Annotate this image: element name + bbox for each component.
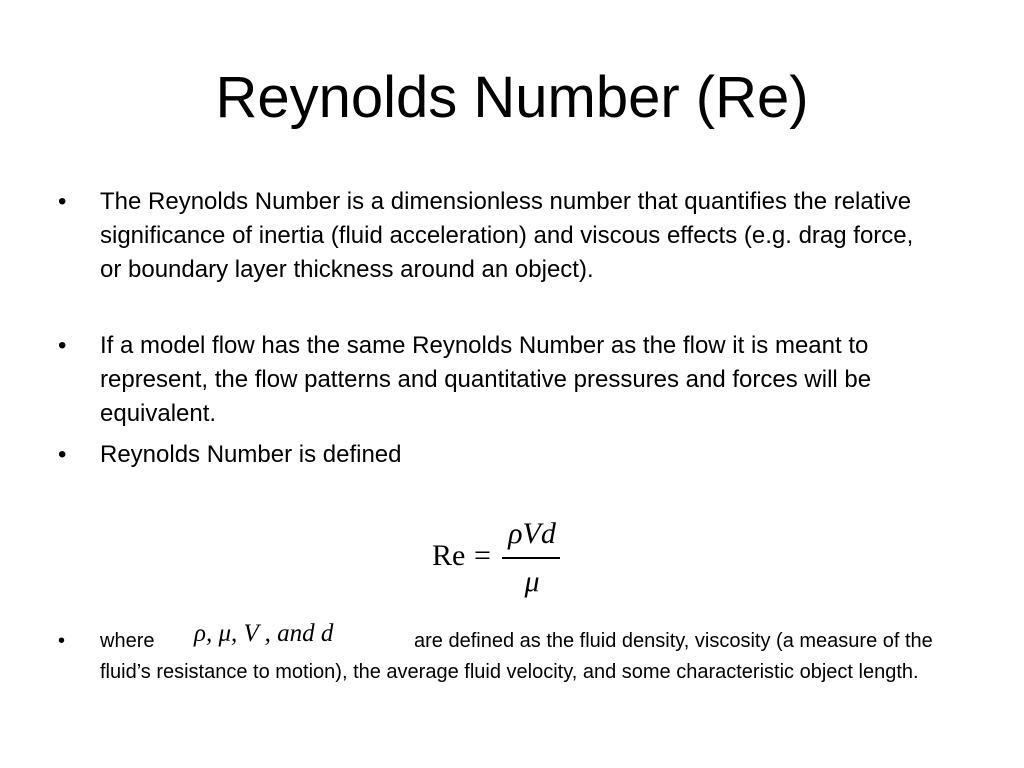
fraction-bar (502, 557, 560, 559)
where-text (100, 620, 960, 688)
reynolds-equation (432, 518, 572, 608)
bullet-dot: • (58, 630, 66, 652)
equation-denominator: μ (524, 565, 540, 598)
equation-lhs: Re (432, 539, 466, 572)
where-lead-word: where (100, 630, 155, 652)
bullet-dot: • (58, 188, 67, 215)
equation-equals-sign: = (474, 539, 491, 572)
bullet-text: If a model flow has the same Reynolds Number as the flow it is meant to represent, the flow patterns and quantitative pressures and forces will be equivalent. (100, 332, 872, 427)
bullet-text: The Reynolds Number is a dimensionless number that quantifies the relative significance of inertia (fluid acceleration) and viscous effects (e.g. drag force, or boundary layer thickness around an object). (100, 188, 914, 283)
slide-title: Reynolds Number (Re) (215, 65, 809, 130)
equation-numerator: ρVd (508, 517, 556, 550)
bullet-text: Reynolds Number is defined (100, 441, 402, 468)
bullet-dot: • (58, 332, 67, 359)
bullet-dot: • (58, 441, 67, 468)
where-description: are defined as the fluid density, viscosity (a measure of the fluid’s resistance to motion), the average fluid velocity, and some characteristic object length. (100, 630, 933, 683)
variable-symbols: ρ, μ, V , and d (194, 620, 334, 647)
